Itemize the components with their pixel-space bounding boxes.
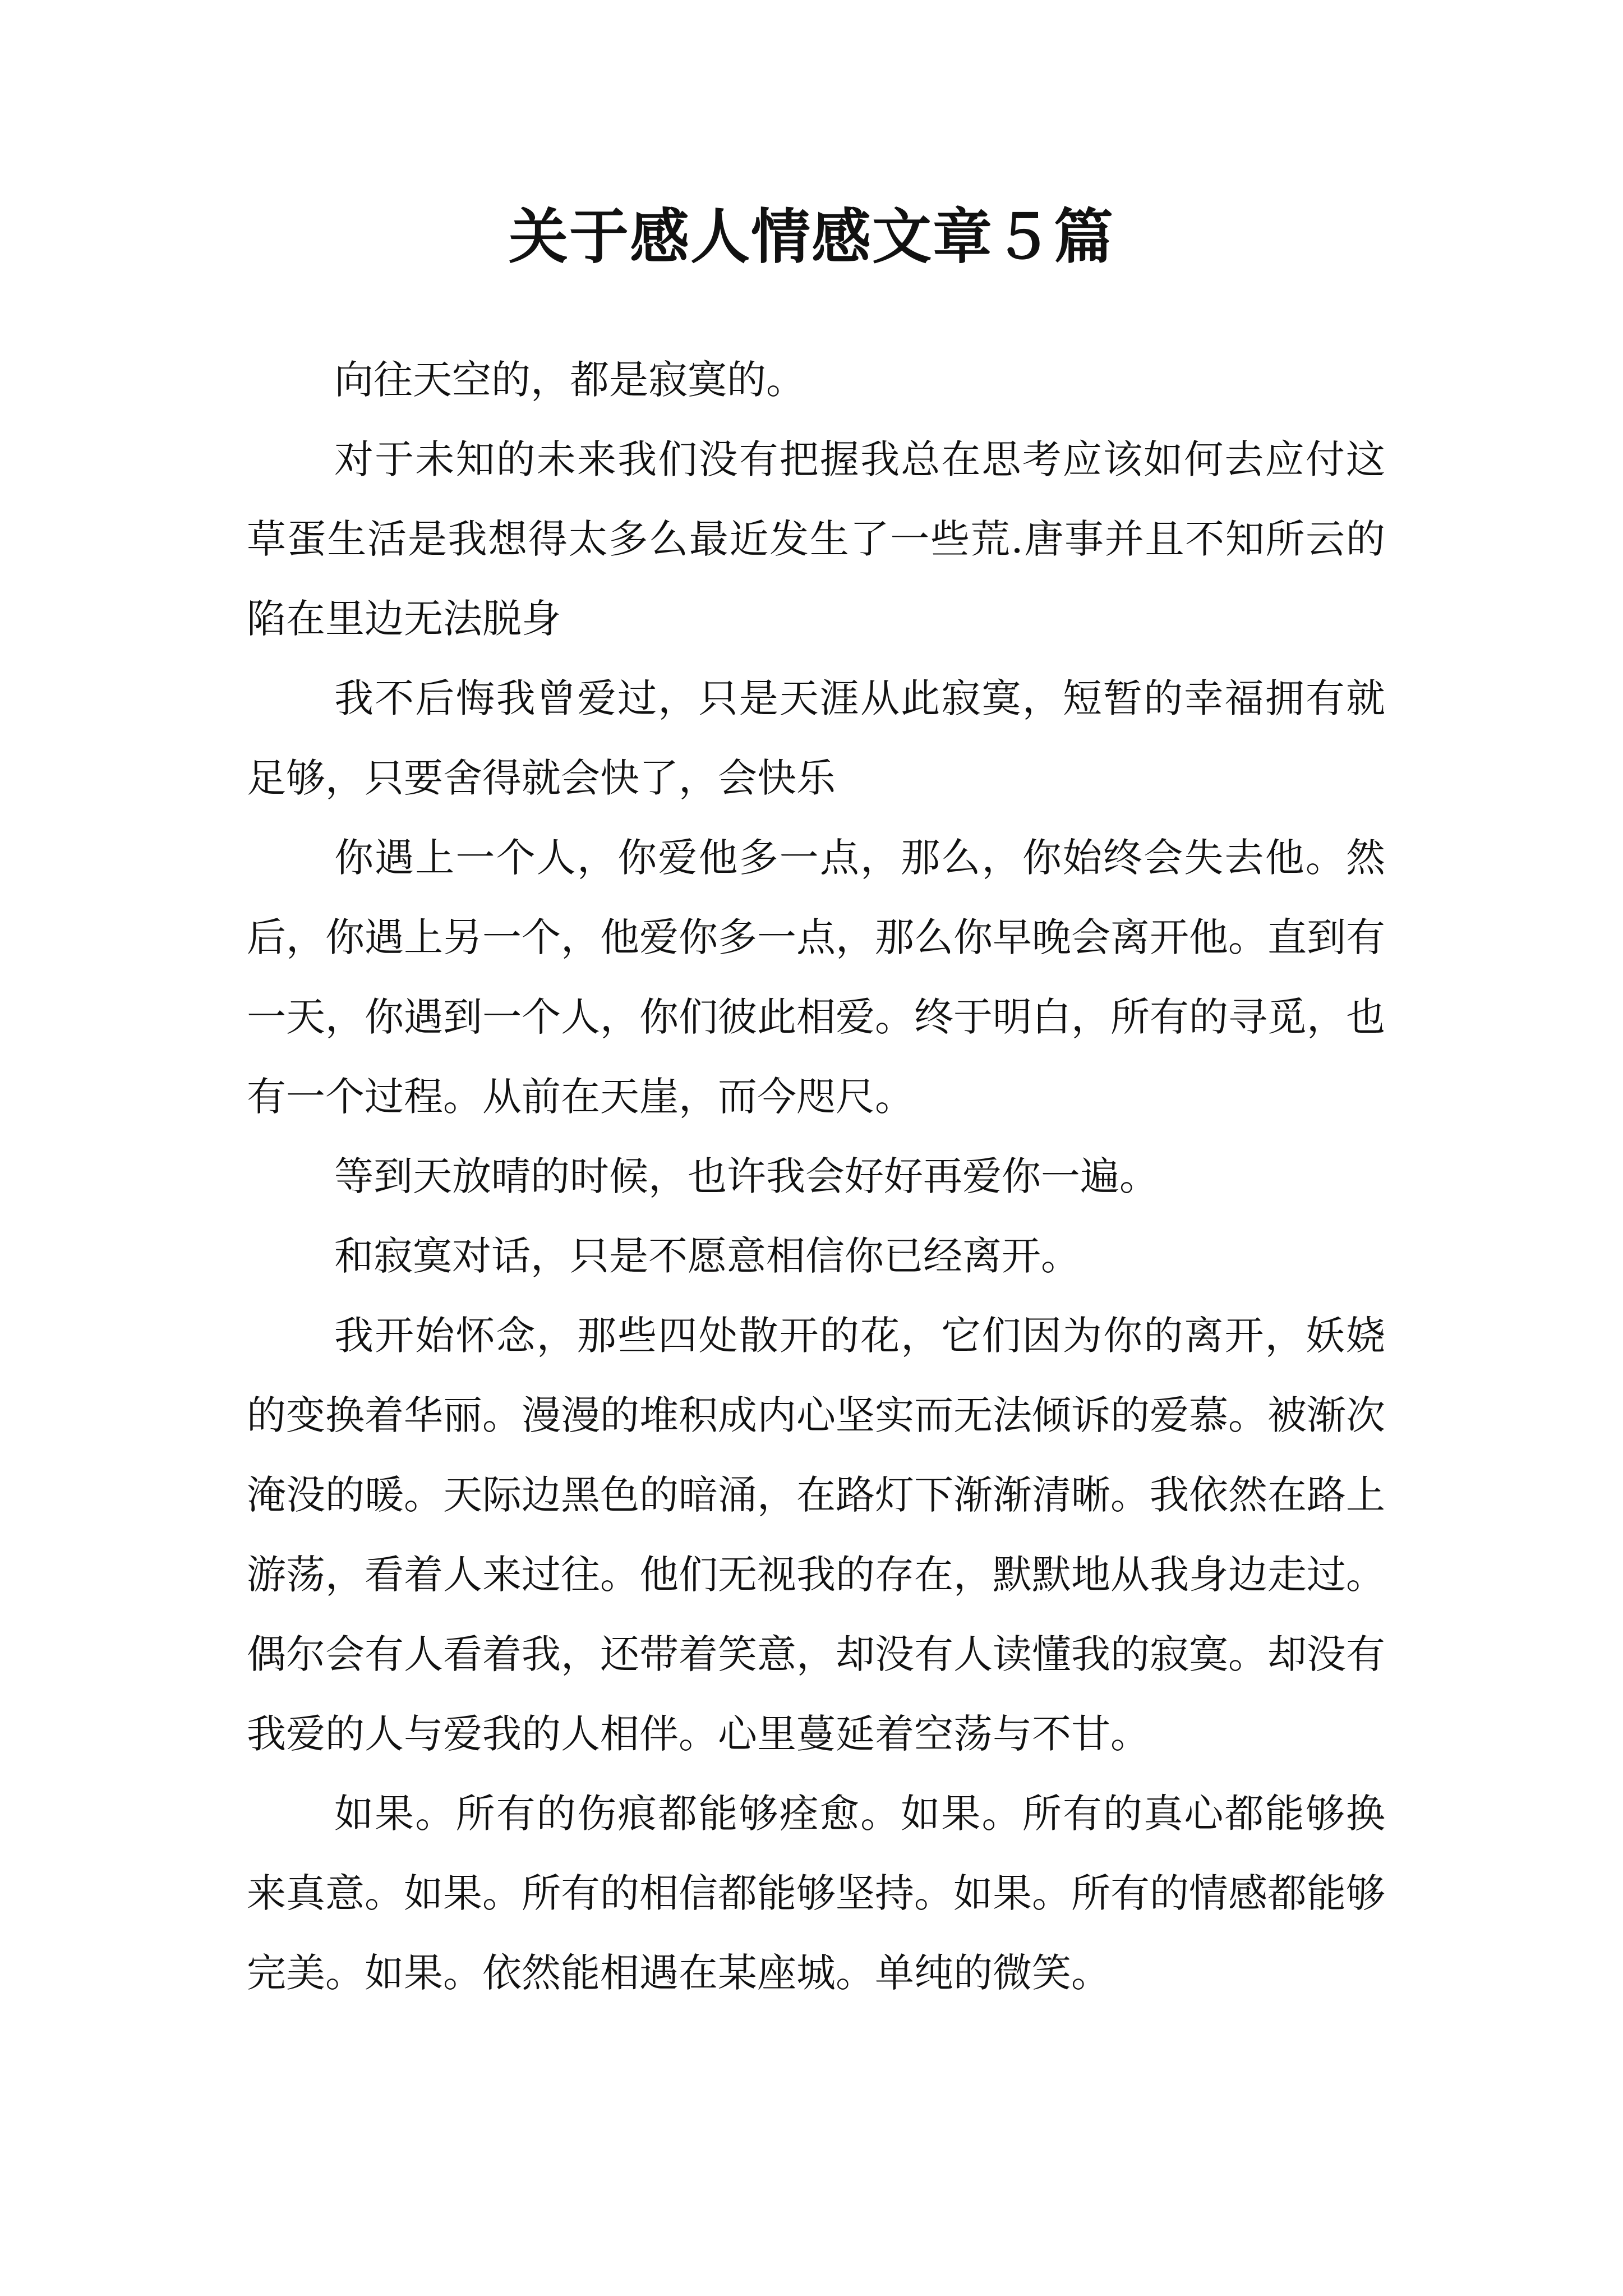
- paragraph: 向往天空的，都是寂寞的。: [334, 357, 805, 403]
- paragraph: 我不后悔我曾爱过，只是天涯从此寂寞，短暂的幸福拥有就足够，只要舍得就会快了，会快乐: [247, 675, 1385, 801]
- document-body: [247, 340, 1385, 2013]
- paragraph: 等到天放晴的时候，也许我会好好再爱你一遍。: [334, 1153, 1159, 1199]
- paragraph: 你遇上一个人，你爱他多一点，那么，你始终会失去他。然后，你遇上另一个，他爱你多一点，那么你早晚会离开他。直到有一天，你遇到一个人，你们彼此相爱。终于明白，所有的寻觅，也有一个过程。从前在天崖，而今咫尺。: [247, 835, 1385, 1120]
- paragraph: 我开始怀念，那些四处散开的花，它们因为你的离开，妖娆的变换着华丽。漫漫的堆积成内心坚实而无法倾诉的爱慕。被渐次淹没的暖。天际边黑色的暗涌，在路灯下渐渐清晰。我依然在路上游荡，看着人来过往。他们无视我的存在，默默地从我身边走过。偶尔会有人看着我，还带着笑意，却没有人读懂我的寂寞。却没有我爱的人与爱我的人相伴。心里蔓延着空荡与不甘。: [247, 1313, 1385, 1757]
- paragraph: 对于未知的未来我们没有把握我总在思考应该如何去应付这草蛋生活是我想得太多么最近发生了一些荒.唐事并且不知所云的陷在里边无法脱身: [247, 436, 1385, 642]
- document-title: 关于感人情感文章５篇: [509, 201, 1114, 272]
- paragraph: 如果。所有的伤痕都能够痊愈。如果。所有的真心都能够换来真意。如果。所有的相信都能够坚持。如果。所有的情感都能够完美。如果。依然能相遇在某座城。单纯的微笑。: [247, 1791, 1385, 1996]
- paragraph: 和寂寞对话，只是不愿意相信你已经离开。: [334, 1233, 1080, 1279]
